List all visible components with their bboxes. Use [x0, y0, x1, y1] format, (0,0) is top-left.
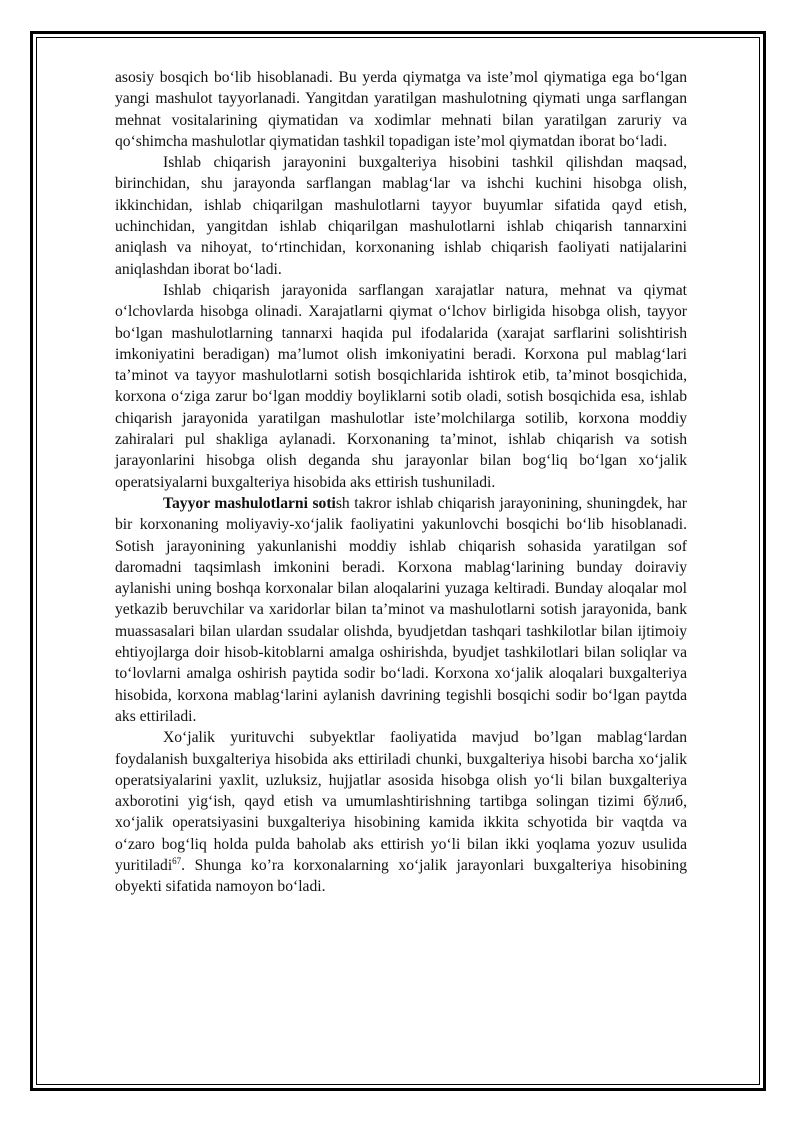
paragraph-2: Ishlab chiqarish jarayonini buxgalteriya hisobini tashkil qilishdan maqsad, birinchidan, shu jarayonda sarflangan mablag‘lar va ishchi kuchini hisobga olish, ikkinchidan, ishlab chiqarilgan mashulotlarni tayyor buyumlar sifatida qayd etish, uchinchidan, yangitdan ishlab chiqarilgan mashulotlarni ishlab chiqarish tannarxini aniqlash va nihoyat, to‘rtinchidan, korxonaning ishlab chiqarish faoliyati natijalarini aniqlashdan iborat bo‘ladi.: [115, 154, 687, 278]
paragraph-5: [115, 727, 687, 897]
paragraph-5-text: Xo‘jalik yurituvchi subyektlar faoliyatida mavjud bo’lgan mablag‘lardan foydalanish buxgalteriya hisobida aks ettiriladi chunki, buxgalteriya hisobi barcha xo‘jalik operatsiyalarini yaxlit, uzluksiz, hujjatlar asosida hisobga olish yo‘li bilan buxgalteriya axborotini yig‘ish, qayd etish va umumlashtirishning tartibga solingan tizimi бўлиб, xo‘jalik operatsiyasini buxgalteriya hisobining kamida ikkita schyotida bir vaqtda va o‘zaro bog‘liq holda pulda baholab aks ettirish yo‘li bilan ikki yoqlama yozuv usulida yuritiladi: [115, 729, 687, 874]
paragraph-5-tail: . Shunga ko’ra korxonalarning xo‘jalik jarayonlari buxgalteriya hisobining obyekti sifatida namoyon bo‘ladi.: [115, 856, 687, 896]
paragraph-4-text: sh takror ishlab chiqarish jarayonining, shuningdek, har bir korxonaning moliyaviy-xo‘jalik faoliyatini yakunlovchi bosqichi bo‘lib hisoblanadi. Sotish jarayonining yakunlanishi moddiy ishlab chiqarish sohasida yaratilgan sof daromadni taqsimlash imkonini beradi. Korxona mablag‘larining bunday doiraviy aylanishi uning boshqa korxonalar bilan aloqalarini yuzaga keltiradi. Bunday aloqalar mol yetkazib beruvchilar va xaridorlar bilan ta’minot va mashulotlarni sotish jarayonida, bank muassasalari bilan ulardan ssudalar olishda, byudjetdan tashqari tashkilotlar bilan ijtimoiy ehtiyojlarga doir hisob-kitoblarni amalga oshirishda, byudjet tashkilotlari bilan soliqlar va to‘lovlarni amalga oshirish paytida sodir bo‘ladi. Korxona xo‘jalik aloqalari buxgalteriya hisobida, korxona mablag‘larini aylanish davrining tegishli bosqichi sodir bo‘lgan paytda aks ettiriladi.: [115, 494, 687, 725]
paragraph-4: [115, 493, 687, 727]
paragraph-1: asosiy bosqich bo‘lib hisoblanadi. Bu yerda qiymatga va iste’mol qiymatiga ega bo‘lgan yangi mashulot tayyorlanadi. Yangitdan yaratilgan mashulotning qiymati unga sarflangan mehnat vositalarining qiymatidan va xodimlar mehnati bilan yaratilgan zaruriy va qo‘shimcha mashulotlar qiymatidan tashkil topadigan iste’mol qiymatdan iborat bo‘ladi.: [115, 69, 687, 150]
document-body: [115, 67, 687, 898]
footnote-reference[interactable]: 67: [172, 855, 182, 866]
paragraph-3: Ishlab chiqarish jarayonida sarflangan xarajatlar natura, mehnat va qiymat o‘lchovlarda hisobga olinadi. Xarajatlarni qiymat o‘lchov birligida hisobga olish, tayyor bo‘lgan mashulotlarning tannarxi haqida pul ifodalarida (xarajat sarflarini solishtirish imkoniyatini beradigan) ma’lumot olish imkoniyatini beradi. Korxona pul mablag‘lari ta’minot va tayyor mashulotlarni sotish bosqichlarida ishtirok etib, ta’minot bosqichida, korxona o‘ziga zarur bo‘lgan moddiy boyliklarni sotib oladi, sotish bosqichida esa, ishlab chiqarish jarayonida yaratilgan mashulotlar iste’molchilarga sotilib, korxona moddiy zahiralari pul shakliga aylanadi. Korxonaning ta’minot, ishlab chiqarish va sotish jarayonlarini hisobga olish deganda shu jarayonlar bilan bog‘liq bo‘lgan xo‘jalik operatsiyalarni buxgalteriya hisobida aks ettirish tushuniladi.: [115, 281, 687, 491]
paragraph-4-bold-lead: Tayyor mashulotlarni soti: [163, 494, 336, 512]
